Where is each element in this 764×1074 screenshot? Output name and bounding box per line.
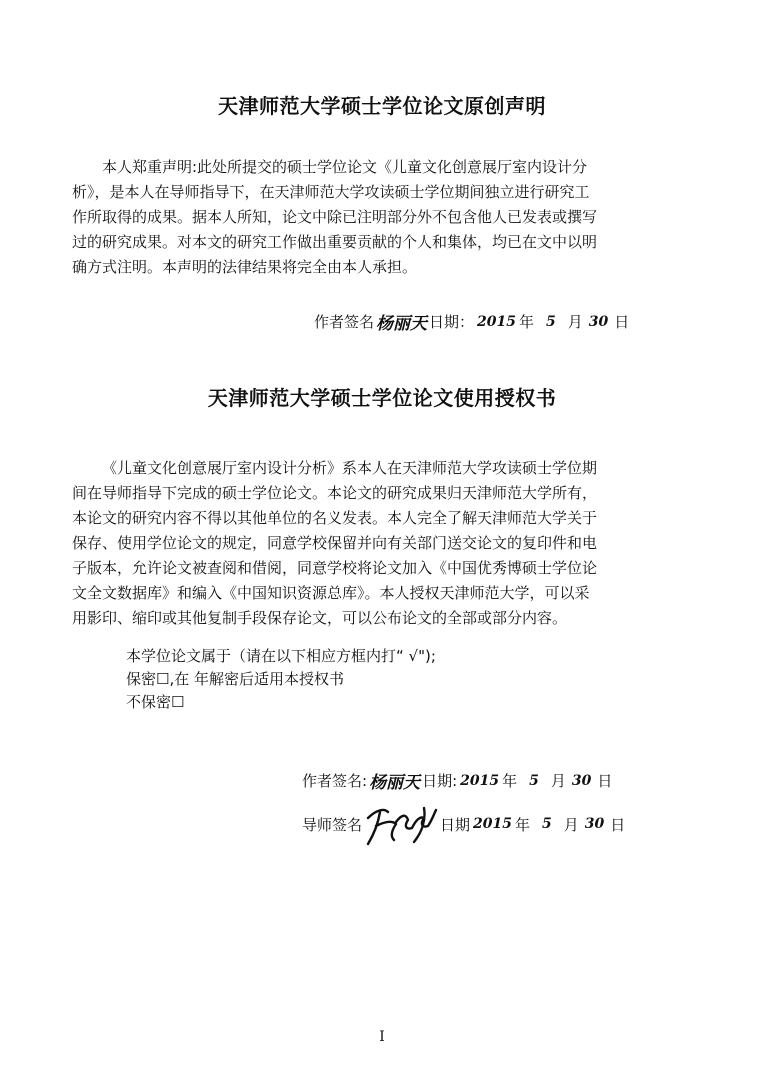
author-signature-label: 作者签名: [314, 313, 375, 331]
authorization-line: 子版本，允许论文被查阅和借阅，同意学校将论文加入《中国优秀博硕士学位论: [72, 559, 598, 577]
day-unit: 日: [610, 815, 626, 834]
authorization-body: [72, 456, 632, 631]
authorization-line: 文全文数据库》和编入《中国知识资源总库》。本人授权天津师范大学，可以采: [72, 584, 590, 602]
option-confidential: 保密☐,在 年解密后适用本授权书: [126, 670, 344, 688]
option-not-confidential: 不保密☐: [126, 693, 185, 711]
year-unit: 年: [519, 313, 535, 331]
day-unit: 日: [597, 772, 613, 790]
authorization-line: 间在导师指导下完成的硕士学位论文。本论文的研究成果归天津师范大学所有，: [72, 484, 598, 502]
declaration-title: 天津师范大学硕士学位论文原创声明: [218, 94, 546, 118]
declaration-signature-line: 作者签名 杨丽天 日期 ： 2015 年 5 月 30 日: [314, 309, 629, 334]
declaration-line: 确方式注明。本声明的法律结果将完全由本人承担。: [72, 258, 418, 276]
authorization-author-signature-line: [302, 768, 612, 793]
date-day: 30: [571, 772, 592, 789]
date-month: 5: [529, 772, 539, 789]
authorization-line: 保存、使用学位论文的规定，同意学校保留并向有关部门送交论文的复印件和电: [72, 534, 598, 552]
year-unit: 年: [502, 772, 518, 790]
authorization-line: 用影印、缩印或其他复制手段保存论文，可以公布论文的全部或部分内容。: [72, 609, 568, 627]
advisor-signature-line: [302, 800, 625, 848]
advisor-signature-label: 导师签名: [302, 815, 363, 834]
declaration-line: 过的研究成果。对本文的研究工作做出重要贡献的个人和集体，均已在文中以明: [72, 233, 598, 251]
degree-type-intro: 本学位论文属于（请在以下相应方框内打“ √");: [126, 647, 436, 665]
date-label: 日期:: [422, 772, 458, 790]
declaration-line: 作所取得的成果。据本人所知，论文中除已注明部分外不包含他人已发表或撰写: [72, 208, 598, 226]
year-unit: 年: [515, 815, 531, 834]
date-month: 5: [546, 313, 556, 330]
page-number: I: [379, 1029, 385, 1045]
author-signature-label: 作者签名:: [302, 772, 368, 790]
advisor-handwritten-signature: [362, 800, 440, 848]
declaration-line: 析》，是本人在导师指导下，在天津师范大学攻读硕士学位期间独立进行研究工: [72, 183, 590, 201]
authorization-line: 本论文的研究内容不得以其他单位的名义发表。本人完全了解天津师范大学关于: [72, 509, 598, 527]
date-day: 30: [588, 313, 609, 330]
author-handwritten-signature: 杨丽天: [376, 314, 428, 334]
month-unit: 月: [563, 815, 579, 834]
authorization-line: 《儿童文化创意展厅室内设计分析》系本人在天津师范大学攻读硕士学位期: [102, 459, 598, 477]
date-month: 5: [542, 816, 552, 832]
month-unit: 月: [567, 313, 583, 331]
declaration-body: [72, 155, 632, 280]
declaration-line: 本人郑重声明:此处所提交的硕士学位论文《儿童文化创意展厅室内设计分: [102, 158, 588, 176]
author-handwritten-signature: 杨丽天: [369, 773, 421, 793]
date-year: 2015: [460, 772, 500, 789]
month-unit: 月: [550, 772, 566, 790]
authorization-title: 天津师范大学硕士学位论文使用授权书: [207, 386, 557, 410]
date-year: 2015: [477, 313, 517, 330]
date-year: 2015: [473, 816, 512, 832]
day-unit: 日: [614, 313, 630, 331]
date-label: 日期: [429, 313, 460, 331]
date-label: 日期: [440, 815, 471, 834]
date-day: 30: [584, 816, 605, 832]
